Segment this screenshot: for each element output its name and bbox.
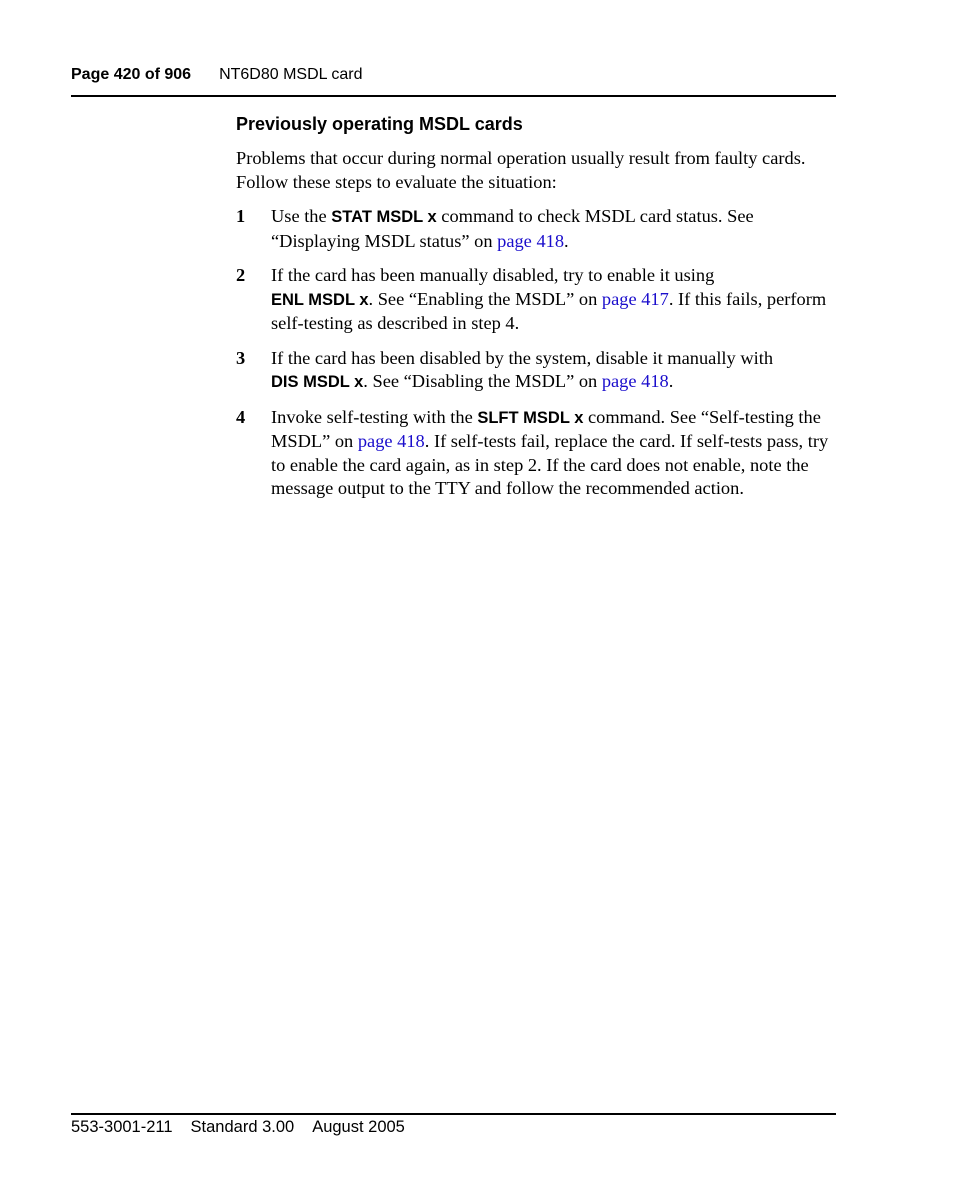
- page-link[interactable]: page 418: [357, 431, 425, 451]
- section-body: [236, 147, 840, 512]
- command-text: ENL MSDL x: [271, 290, 369, 309]
- step-text: Invoke self-testing with the: [271, 406, 478, 427]
- publication-date: August 2005: [312, 1118, 405, 1136]
- step-item: [236, 264, 840, 336]
- document-number: 553-3001-211: [71, 1118, 173, 1136]
- page-link[interactable]: page 417: [601, 288, 669, 309]
- step-text: command to check MSDL card status. See “Displaying MSDL status” on: [271, 206, 754, 251]
- step-item: [236, 347, 840, 395]
- step-number: 3: [236, 347, 246, 368]
- page-link[interactable]: page 418: [601, 371, 669, 391]
- step-item: [236, 205, 840, 253]
- document-title: NT6D80 MSDL card: [219, 66, 363, 83]
- command-text: SLFT MSDL x: [477, 408, 584, 427]
- step-list: [236, 205, 840, 501]
- step-number: 1: [236, 206, 246, 226]
- step-number: 2: [236, 265, 246, 285]
- page-header: [71, 66, 836, 88]
- step-text: .: [564, 230, 569, 251]
- step-text: . If this fails, perform self-testing as described in step 4.: [271, 288, 827, 333]
- intro-paragraph: Problems that occur during normal operation usually result from faulty cards. Follow these steps to evaluate the situation:: [236, 148, 806, 192]
- step-text: If the card has been manually disabled, try to enable it using: [271, 265, 715, 285]
- step-item: [236, 406, 840, 501]
- standard-version: Standard 3.00: [190, 1118, 295, 1136]
- step-number: 4: [236, 406, 246, 427]
- step-text: command. See “Self-testing the MSDL” on: [271, 406, 821, 451]
- page-number-label: Page 420 of 906: [71, 66, 192, 83]
- step-text: .: [668, 371, 674, 391]
- page-link[interactable]: page 418: [497, 230, 565, 251]
- step-text: . See “Disabling the MSDL” on: [363, 371, 602, 391]
- step-text: . If self-tests fail, replace the card. If self-tests pass, try to enable the card again, as in step 2. If the card does not enable, note the message output to the TTY and follow the recommended action.: [271, 431, 829, 498]
- page-footer: [71, 1118, 423, 1137]
- command-text: DIS MSDL x: [271, 373, 364, 391]
- step-text: . See “Enabling the MSDL” on: [368, 288, 602, 309]
- footer-rule: [71, 1113, 836, 1115]
- command-text: STAT MSDL x: [331, 208, 437, 226]
- header-rule: [71, 95, 836, 97]
- section-heading: Previously operating MSDL cards: [236, 114, 523, 134]
- step-text: Use the: [271, 206, 332, 226]
- step-text: If the card has been disabled by the system, disable it manually with: [271, 347, 774, 368]
